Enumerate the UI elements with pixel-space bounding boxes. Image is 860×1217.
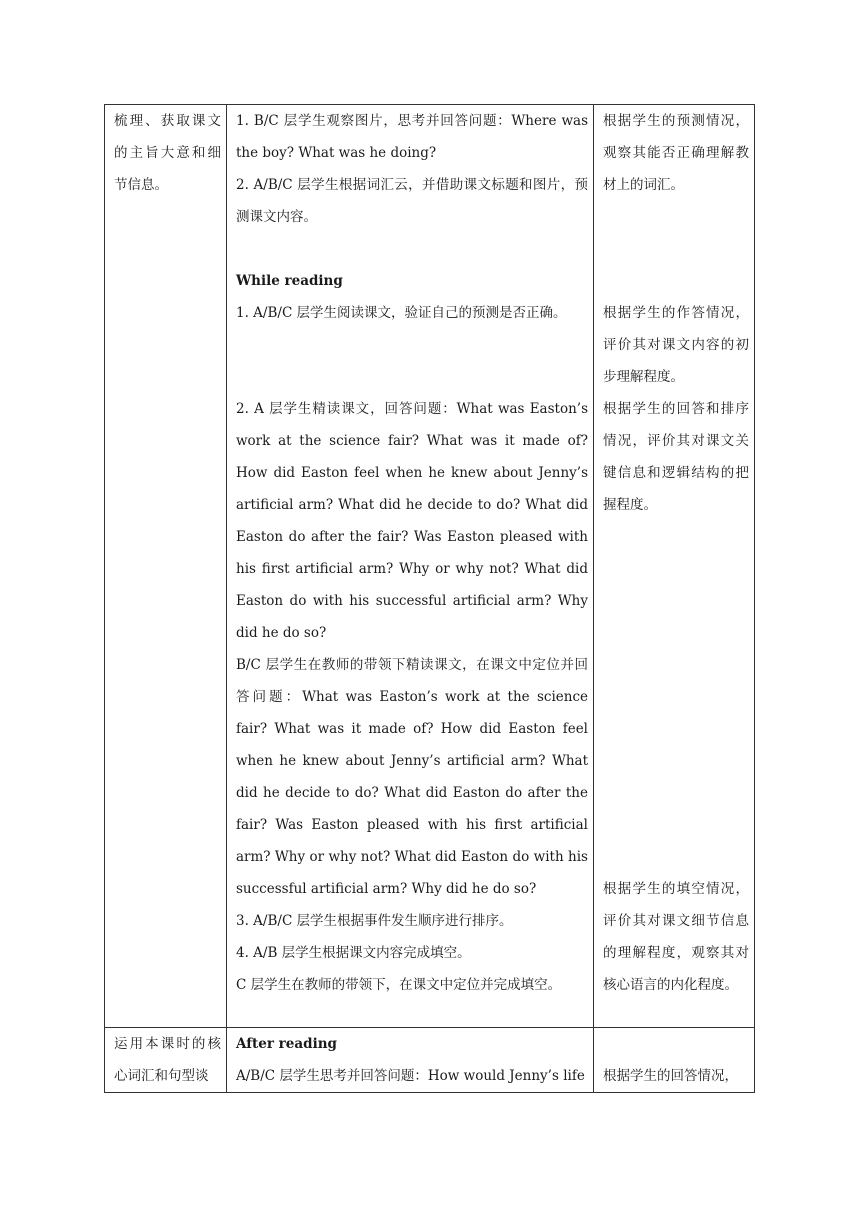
lesson-plan-table — [104, 104, 755, 1093]
while-reading-item-4-c: C 层学生在教师的带领下，在课文中定位并完成填空。 — [236, 977, 562, 993]
assessment-cell — [594, 1028, 755, 1093]
activities-cell — [227, 105, 594, 1028]
assessment-2: 根据学生的作答情况，评价其对课文内容的初步理解程度。 — [603, 305, 749, 385]
assessment-4: 根据学生的填空情况，评价其对课文细节信息的理解程度，观察其对核心语言的内化程度。 — [603, 881, 749, 993]
table-row — [105, 105, 755, 1028]
while-reading-heading: While reading — [236, 273, 343, 289]
activities-cell — [227, 1028, 594, 1093]
after-reading-item-1: A/B/C 层学生思考并回答问题：How would Jenny’s life — [236, 1068, 585, 1084]
assessment-text: 根据学生的回答情况， — [603, 1068, 738, 1084]
assessment-3: 根据学生的回答和排序情况，评价其对课文关键信息和逻辑结构的把握程度。 — [603, 401, 749, 513]
goal-cell — [105, 1028, 227, 1093]
while-reading-item-4-ab: 4. A/B 层学生根据课文内容完成填空。 — [236, 945, 471, 961]
after-reading-heading: After reading — [236, 1036, 337, 1052]
while-reading-item-1: 1. A/B/C 层学生阅读课文，验证自己的预测是否正确。 — [236, 305, 567, 321]
while-reading-item-2-a: 2. A 层学生精读课文，回答问题：What was Easton’s work at the science fair? What was it made of? How did Easton feel when he knew about Jenny’s artificial arm? What did he decide to do? What did Easton do after the fair? Was Easton pleased with his first artificial arm? Why or why not? What did Easton do with his successful artificial arm? Why did he do so? — [236, 401, 588, 641]
goal-cell — [105, 105, 227, 1028]
assessment-1: 根据学生的预测情况，观察其能否正确理解教材上的词汇。 — [603, 113, 749, 193]
while-reading-item-2-bc: B/C 层学生在教师的带领下精读课文，在课文中定位并回答问题：What was Easton’s work at the science fair? What was it made of? How did Easton feel when he knew about Jenny’s artificial arm? What did he decide to do? What did Easton do after the fair? Was Easton pleased with his first artificial arm? Why or why not? What did Easton do with his successful artificial arm? Why did he do so? — [236, 657, 588, 897]
table-row — [105, 1028, 755, 1093]
assessment-cell — [594, 105, 755, 1028]
goal-text: 梳理、获取课文的主旨大意和细节信息。 — [114, 113, 221, 193]
pre-reading-item-2: 2. A/B/C 层学生根据词汇云，并借助课文标题和图片，预测课文内容。 — [236, 177, 588, 225]
spacer — [236, 233, 588, 265]
goal-text: 运用本课时的核心词汇和句型谈 — [114, 1036, 221, 1084]
while-reading-item-3: 3. A/B/C 层学生根据事件发生顺序进行排序。 — [236, 913, 513, 929]
spacer — [603, 1028, 749, 1060]
pre-reading-item-1: 1. B/C 层学生观察图片，思考并回答问题：Where was the boy? What was he doing? — [236, 113, 588, 161]
